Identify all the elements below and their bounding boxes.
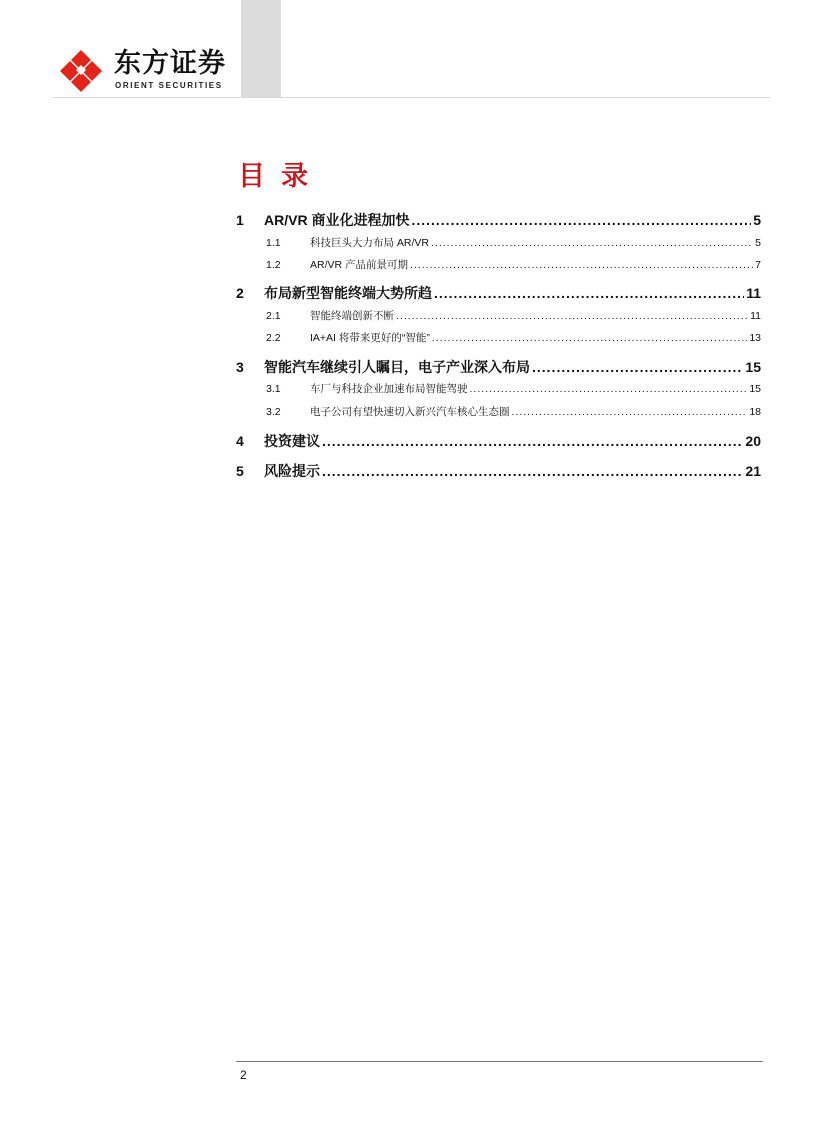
orient-securities-logo-icon — [58, 48, 104, 94]
toc-entry-page: 21 — [745, 463, 761, 479]
header-gray-block — [241, 0, 281, 97]
toc-entry-label: 投资建议 — [264, 433, 320, 449]
toc-entry-label: 布局新型智能终端大势所趋 — [264, 285, 432, 301]
toc-entry-label: AR/VR 产品前景可期 — [310, 259, 409, 271]
toc-entry-number: 1 — [236, 212, 244, 228]
logo-english-name: ORIENT SECURITIES — [115, 81, 223, 90]
logo-chinese-name: 东方证券 — [114, 48, 226, 78]
toc-entry-number: 3.2 — [266, 406, 281, 418]
toc-entry-1-2[interactable] — [236, 257, 761, 275]
toc-entry-label: IA+AI 将带来更好的“智能” — [310, 332, 430, 344]
toc-entry-number: 1.2 — [266, 259, 281, 271]
page-number: 2 — [240, 1068, 247, 1082]
toc-leader-dots — [322, 433, 743, 449]
toc-entry-page: 13 — [749, 332, 761, 344]
toc-entry-number: 2.1 — [266, 310, 281, 322]
toc-leader-dots — [396, 310, 748, 322]
toc-entry-number: 4 — [236, 433, 244, 449]
toc-entry-1[interactable] — [236, 210, 761, 232]
toc-entry-1-1[interactable] — [236, 235, 761, 253]
toc-entry-label: 风险提示 — [264, 463, 320, 479]
footer-divider — [236, 1061, 763, 1062]
header-divider — [52, 97, 770, 98]
toc-leader-dots — [410, 259, 753, 271]
toc-entry-page: 20 — [745, 433, 761, 449]
toc-entry-page: 5 — [753, 212, 761, 228]
toc-leader-dots — [512, 406, 748, 418]
toc-entry-number: 1.1 — [266, 237, 281, 249]
toc-leader-dots — [470, 383, 748, 395]
toc-entry-number: 2.2 — [266, 332, 281, 344]
toc-title: 目录 — [238, 161, 324, 191]
toc-entry-label: 电子公司有望快速切入新兴汽车核心生态圈 — [310, 406, 510, 418]
toc-entry-number: 3 — [236, 359, 244, 375]
toc-entry-page: 18 — [749, 406, 761, 418]
toc-entry-label: 智能汽车继续引人瞩目，电子产业深入布局 — [264, 359, 530, 375]
toc-entry-3-2[interactable] — [236, 404, 761, 422]
toc-entry-3-1[interactable] — [236, 381, 761, 399]
toc-leader-dots — [322, 463, 743, 479]
toc-leader-dots — [532, 359, 743, 375]
toc-entry-3[interactable] — [236, 357, 761, 379]
toc-entry-label: 科技巨头大力布局 AR/VR — [310, 237, 430, 249]
toc-leader-dots — [431, 237, 753, 249]
toc-entry-page: 15 — [749, 383, 761, 395]
toc-leader-dots — [411, 212, 751, 228]
toc-entry-number: 2 — [236, 285, 244, 301]
toc-entry-label: AR/VR 商业化进程加快 — [264, 212, 410, 228]
toc-entry-page: 15 — [745, 359, 761, 375]
toc-entry-number: 5 — [236, 463, 244, 479]
toc-entry-page: 7 — [755, 259, 761, 271]
toc-entry-2[interactable] — [236, 283, 761, 305]
toc-leader-dots — [434, 285, 744, 301]
toc-entry-page: 11 — [746, 285, 761, 301]
logo — [58, 48, 228, 96]
toc-entry-number: 3.1 — [266, 383, 281, 395]
toc-entry-2-1[interactable] — [236, 308, 761, 326]
toc-entry-4[interactable] — [236, 431, 761, 453]
toc-entry-2-2[interactable] — [236, 330, 761, 348]
toc-leader-dots — [432, 332, 747, 344]
toc-entry-5[interactable] — [236, 461, 761, 483]
toc-entry-page: 5 — [755, 237, 761, 249]
toc-entry-label: 智能终端创新不断 — [310, 310, 394, 322]
toc-entry-label: 车厂与科技企业加速布局智能驾驶 — [310, 383, 468, 395]
toc-entry-page: 11 — [750, 310, 761, 322]
